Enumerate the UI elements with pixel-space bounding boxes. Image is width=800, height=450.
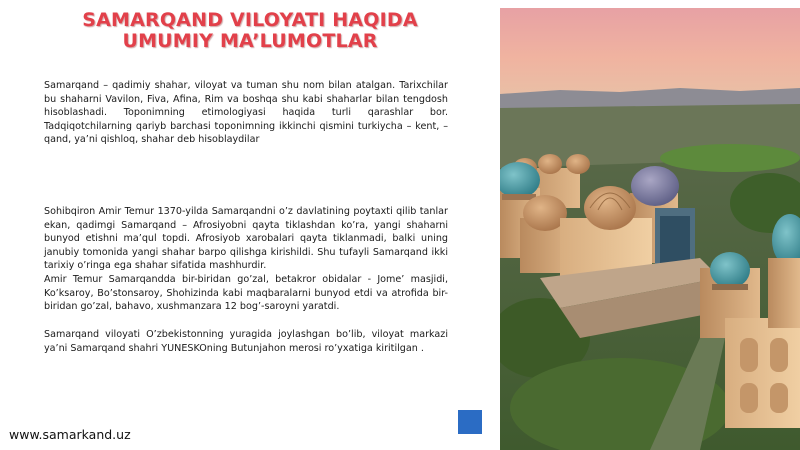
paragraph-amir-temur [44,205,448,314]
shahi-zinda-photo [500,8,800,450]
accent-square [458,410,482,434]
paragraph-amir-temur-part1: Sohibqiron Amir Temur 1370-yilda Samarqandni o’z davlatining poytaxti qilib tanlar ekan, qadimgi Samarqand – Afrosiyobni qayta tiklashdan ko’ra, yangi shaharni bunyod etishni ma’qul topdi. Afrosiyob xarobalari qayta tiklanmadi, balki uning janubiy tomonida yangi shahar barpo qilishga kirishildi. Shu tufayli Samarqand ikki tarixiy o’ringa ega shahar sifatida mashhurdir. [44,206,448,272]
paragraph-amir-temur-part2: Amir Temur Samarqandda bir-biridan go’zal, betakror obidalar - Jome’ masjidi, Ko’ksaroy, Bo’stonsaroy, Shohizinda kabi maqbaralarni bunyod etdi va atrofida bir-biridan go’zal, bahavo, xushmanzara 12 bog’-saroyni yaratdi. [44,273,448,313]
paragraph-etymology: Samarqand – qadimiy shahar, viloyat va tuman shu nom bilan atalgan. Tarixchilar bu shaharni Vavilon, Fiva, Afina, Rim va boshqa shu kabi shaharlar bilan tengdosh hisoblashadi. Toponimning etimologiyasi haqida turli qarashlar bor. Tadqiqotchilarning qariyb barchasi toponimning ikkinchi qismini turkiycha – kent, – qand, ya’ni qishloq, shahar deb hisoblaydilar [44,80,448,146]
website-link[interactable]: www.samarkand.uz [9,427,131,442]
title-line-1: SAMARQAND VILOYATI HAQIDA [82,9,418,31]
title-line-2: UMUMIY MA’LUMOTLAR [122,30,378,52]
slide-title [40,10,460,52]
paragraph-unesco: Samarqand viloyati O’zbekistonning yuragida joylashgan bo’lib, viloyat markazi ya’ni Samarqand shahri YUNESKOning Butunjahon merosi ro’yxatiga kiritilgan . [44,329,448,354]
